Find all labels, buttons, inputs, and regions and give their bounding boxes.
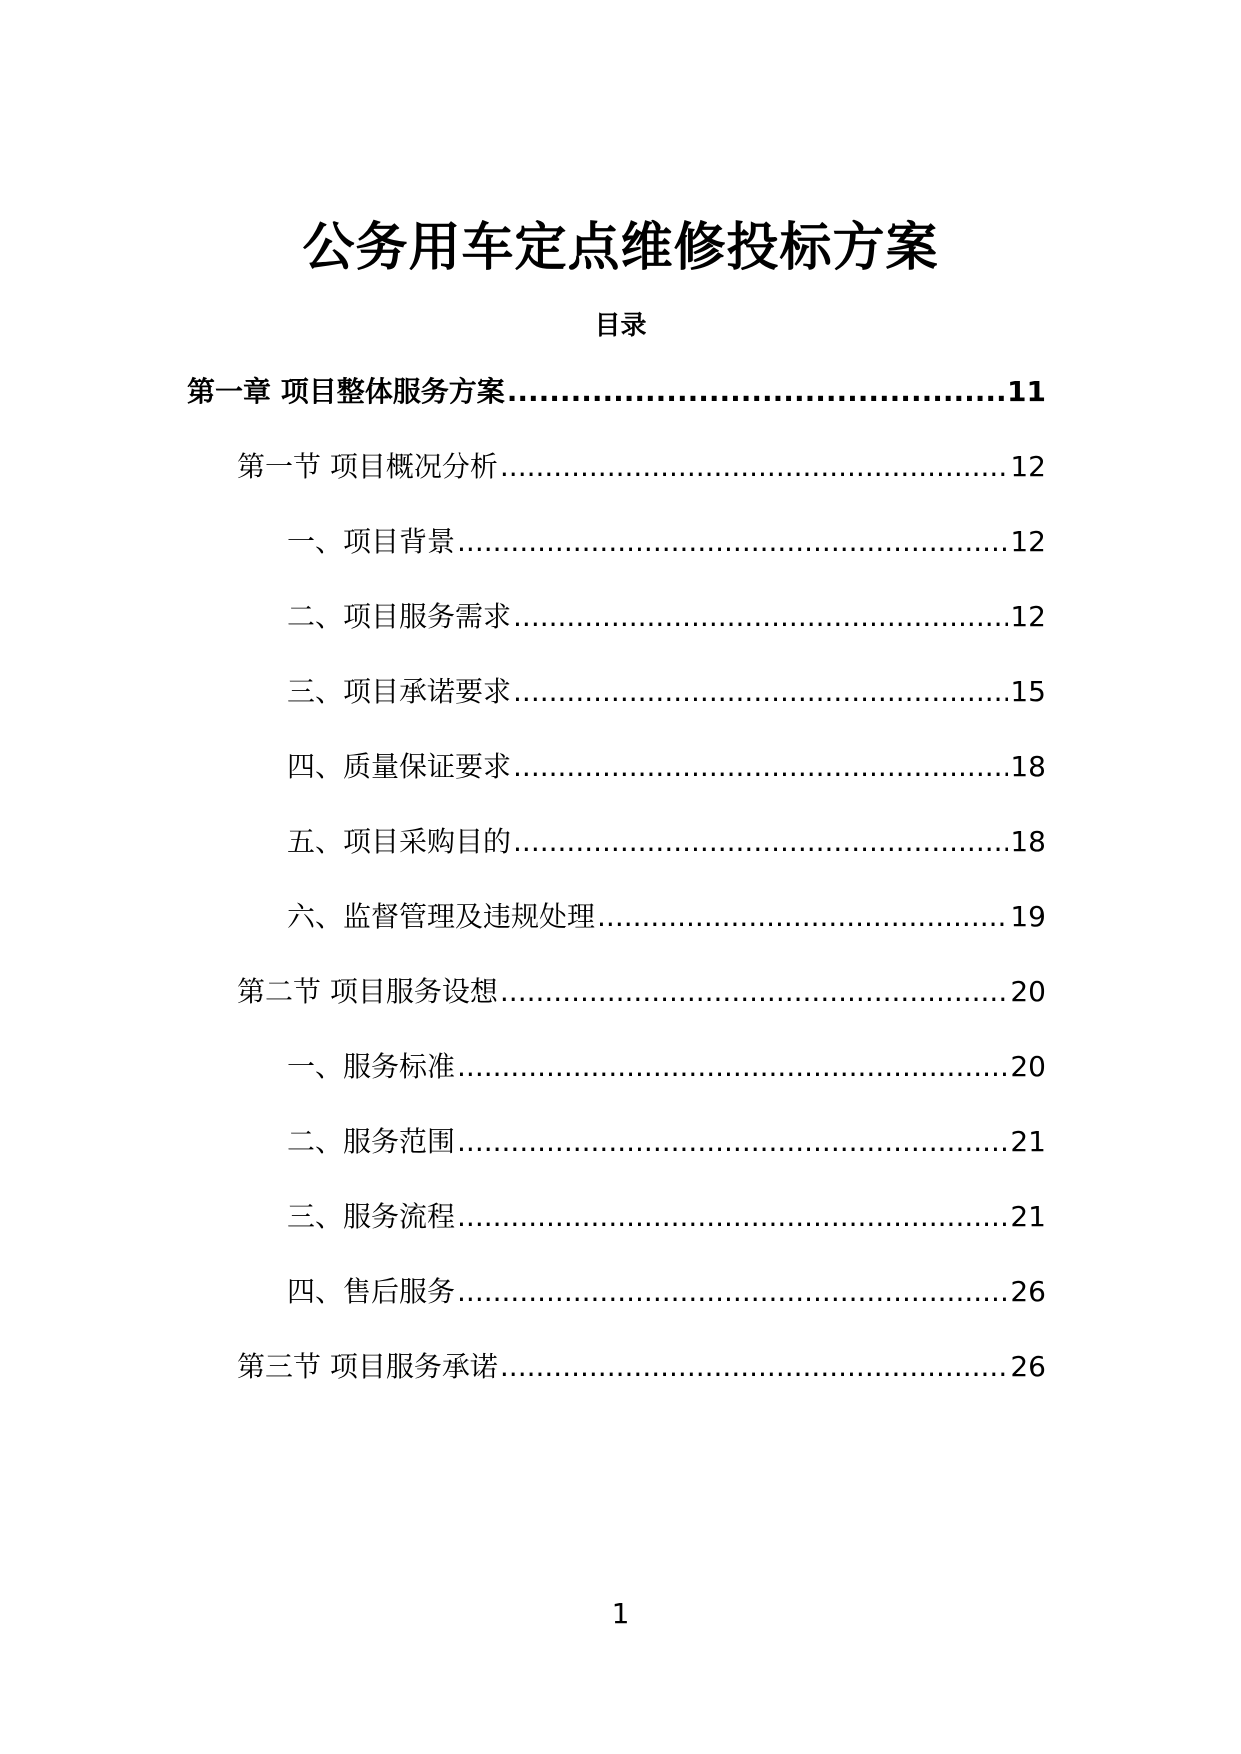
toc-entry-page: 19 xyxy=(1010,900,1046,933)
toc-entry-title: 三、服务流程 xyxy=(287,1200,456,1233)
toc-entry-subsection[interactable] xyxy=(287,1047,1046,1087)
toc-entry-chapter-1[interactable] xyxy=(187,372,1046,412)
toc-entry-title: 四、质量保证要求 xyxy=(287,750,512,783)
toc-entry-title: 第一章 项目整体服务方案 xyxy=(187,375,505,408)
toc-entry-section-3[interactable] xyxy=(237,1347,1046,1387)
toc-dot-leader xyxy=(500,972,1008,1012)
toc-heading: 目录 xyxy=(594,311,647,341)
toc-dot-leader xyxy=(513,597,1008,637)
toc-dot-leader xyxy=(457,1197,1008,1237)
toc-entry-page: 18 xyxy=(1010,750,1046,783)
toc-entry-title: 第一节 项目概况分析 xyxy=(237,450,498,483)
toc-entry-page: 15 xyxy=(1010,675,1046,708)
toc-entry-subsection[interactable] xyxy=(287,522,1046,562)
toc-entry-page: 12 xyxy=(1010,450,1046,483)
toc-entry-title: 二、服务范围 xyxy=(287,1125,456,1158)
toc-entry-subsection[interactable] xyxy=(287,1197,1046,1237)
toc-entry-title: 六、监督管理及违规处理 xyxy=(287,900,596,933)
toc-entry-subsection[interactable] xyxy=(287,1122,1046,1162)
toc-entry-subsection[interactable] xyxy=(287,822,1046,862)
toc-entry-title: 一、服务标准 xyxy=(287,1050,456,1083)
toc-entry-page: 18 xyxy=(1010,825,1046,858)
toc-dot-leader xyxy=(500,447,1008,487)
toc-dot-leader xyxy=(457,1047,1008,1087)
toc-dot-leader xyxy=(597,897,1008,937)
toc-dot-leader xyxy=(457,1272,1008,1312)
toc-dot-leader xyxy=(513,672,1008,712)
toc-entry-subsection[interactable] xyxy=(287,1272,1046,1312)
toc-entry-subsection[interactable] xyxy=(287,672,1046,712)
toc-entry-page: 20 xyxy=(1010,1050,1046,1083)
toc-dot-leader xyxy=(457,1122,1008,1162)
toc-entry-page: 26 xyxy=(1010,1350,1046,1383)
toc-entry-page: 11 xyxy=(1007,375,1046,408)
toc-entry-subsection[interactable] xyxy=(287,597,1046,637)
toc-entry-title: 五、项目采购目的 xyxy=(287,825,512,858)
toc-dot-leader xyxy=(513,822,1008,862)
document-title: 公务用车定点维修投标方案 xyxy=(302,217,939,278)
toc-entry-section-1[interactable] xyxy=(237,447,1046,487)
toc-entry-page: 21 xyxy=(1010,1125,1046,1158)
toc-dot-leader xyxy=(513,747,1008,787)
toc-entry-page: 12 xyxy=(1010,525,1046,558)
toc-entry-subsection[interactable] xyxy=(287,747,1046,787)
toc-dot-leader xyxy=(500,1347,1008,1387)
toc-entry-subsection[interactable] xyxy=(287,897,1046,937)
toc-entry-title: 一、项目背景 xyxy=(287,525,456,558)
page-number: 1 xyxy=(611,1597,630,1630)
toc-entry-page: 12 xyxy=(1010,600,1046,633)
toc-dot-leader xyxy=(457,522,1008,562)
toc-dot-leader xyxy=(507,372,1005,412)
toc-entry-title: 第三节 项目服务承诺 xyxy=(237,1350,498,1383)
toc-entry-page: 20 xyxy=(1010,975,1046,1008)
toc-entry-title: 四、售后服务 xyxy=(287,1275,456,1308)
toc-entry-page: 26 xyxy=(1010,1275,1046,1308)
toc-entry-page: 21 xyxy=(1010,1200,1046,1233)
toc-entry-title: 二、项目服务需求 xyxy=(287,600,512,633)
toc-entry-title: 第二节 项目服务设想 xyxy=(237,975,498,1008)
toc-entry-section-2[interactable] xyxy=(237,972,1046,1012)
toc-entry-title: 三、项目承诺要求 xyxy=(287,675,512,708)
